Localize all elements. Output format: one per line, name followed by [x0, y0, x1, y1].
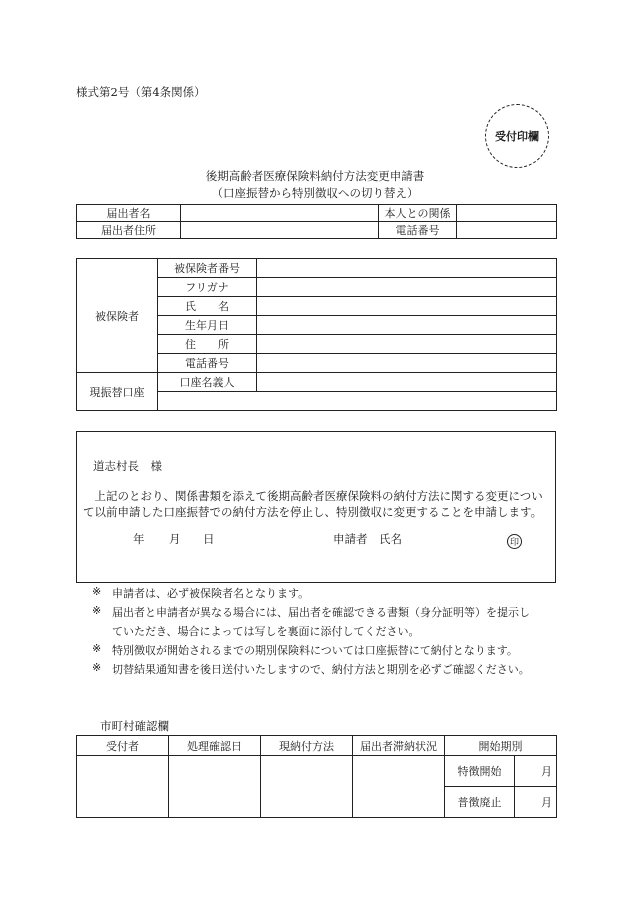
process-date-field[interactable]	[169, 756, 261, 818]
application-body: 上記のとおり、関係書類を添えて後期高齢者医療保険料の納付方法に関する変更について以前申請した口座振替での納付方法を停止し、特別徴収に変更することを申請します。	[83, 489, 543, 519]
note-2: 届出者と申請者が異なる場合には、届出者を確認できる書類（身分証明等）を提示し	[112, 606, 530, 619]
date-day: 日	[203, 532, 215, 546]
seal-char: 印	[507, 534, 522, 549]
note-mark-4: ※	[92, 661, 102, 674]
insured-phone-label: 電話番号	[158, 354, 257, 373]
office-header-start-period: 開始期別	[445, 736, 557, 756]
note-1: 申請者は、必ず被保険者名となります。	[112, 587, 310, 600]
note-mark-1: ※	[92, 585, 102, 598]
insured-phone-field[interactable]	[257, 354, 557, 373]
insured-number-label: 被保険者番号	[158, 259, 257, 278]
note-2-continued: ていただき、場合によっては写しを裏面に添付してください。	[112, 625, 420, 638]
payment-method-field[interactable]	[261, 756, 353, 818]
note-mark-3: ※	[92, 642, 102, 655]
receiver-field[interactable]	[77, 756, 169, 818]
office-header-receiver: 受付者	[77, 736, 169, 756]
insured-name-field[interactable]	[257, 297, 557, 316]
applicant-label: 申請者 氏名	[333, 532, 402, 546]
insured-address-label: 住 所	[158, 335, 257, 354]
seal-mark	[507, 530, 522, 549]
birthdate-label: 生年月日	[158, 316, 257, 335]
insured-table	[76, 258, 557, 411]
furigana-label: フリガナ	[158, 278, 257, 297]
office-header-process-date: 処理確認日	[169, 736, 261, 756]
insured-number-field[interactable]	[257, 259, 557, 278]
phone-label: 電話番号	[379, 222, 457, 239]
ordinary-stop-label: 普徴廃止	[445, 787, 515, 818]
special-start-month[interactable]: 月	[515, 756, 557, 787]
note-mark-2: ※	[92, 604, 102, 617]
insured-section-label: 被保険者	[77, 259, 158, 373]
insured-name-label: 氏 名	[158, 297, 257, 316]
insured-address-field[interactable]	[257, 335, 557, 354]
application-box	[76, 431, 556, 583]
submitter-address-field[interactable]	[181, 222, 379, 239]
office-header-payment-method: 現納付方法	[261, 736, 353, 756]
account-section-label: 現振替口座	[77, 373, 158, 411]
account-details-field[interactable]	[158, 392, 557, 411]
relation-field[interactable]	[457, 205, 557, 222]
furigana-field[interactable]	[257, 278, 557, 297]
office-header-arrears: 届出者滞納状況	[353, 736, 445, 756]
office-section-label: 市町村確認欄	[100, 719, 169, 733]
special-start-label: 特徴開始	[445, 756, 515, 787]
submitter-name-field[interactable]	[181, 205, 379, 222]
phone-field[interactable]	[457, 222, 557, 239]
date-year: 年	[133, 532, 145, 546]
note-4: 切替結果通知書を後日送付いたしますので、納付方法と期別を必ずご確認ください。	[112, 663, 530, 676]
submitter-address-label: 届出者住所	[77, 222, 181, 239]
birthdate-field[interactable]	[257, 316, 557, 335]
ordinary-stop-month[interactable]: 月	[515, 787, 557, 818]
account-holder-field[interactable]	[257, 373, 557, 392]
office-table	[76, 735, 557, 818]
submitter-name-label: 届出者名	[77, 205, 181, 222]
document-title: 後期高齢者医療保険料納付方法変更申請書	[205, 169, 425, 183]
arrears-field[interactable]	[353, 756, 445, 818]
note-3: 特別徴収が開始されるまでの期別保険料については口座振替にて納付となります。	[112, 644, 518, 657]
document-subtitle: （口座振替から特別徴収への切り替え）	[211, 186, 419, 200]
stamp-label: 受付印欄	[495, 130, 539, 143]
date-month: 月	[169, 532, 181, 546]
form-number: 様式第2号（第4条関係）	[76, 85, 206, 99]
reception-stamp	[485, 104, 549, 168]
addressee: 道志村長 様	[93, 459, 162, 473]
account-holder-label: 口座名義人	[158, 373, 257, 392]
submitter-table	[76, 204, 557, 239]
relation-label: 本人との関係	[379, 205, 457, 222]
